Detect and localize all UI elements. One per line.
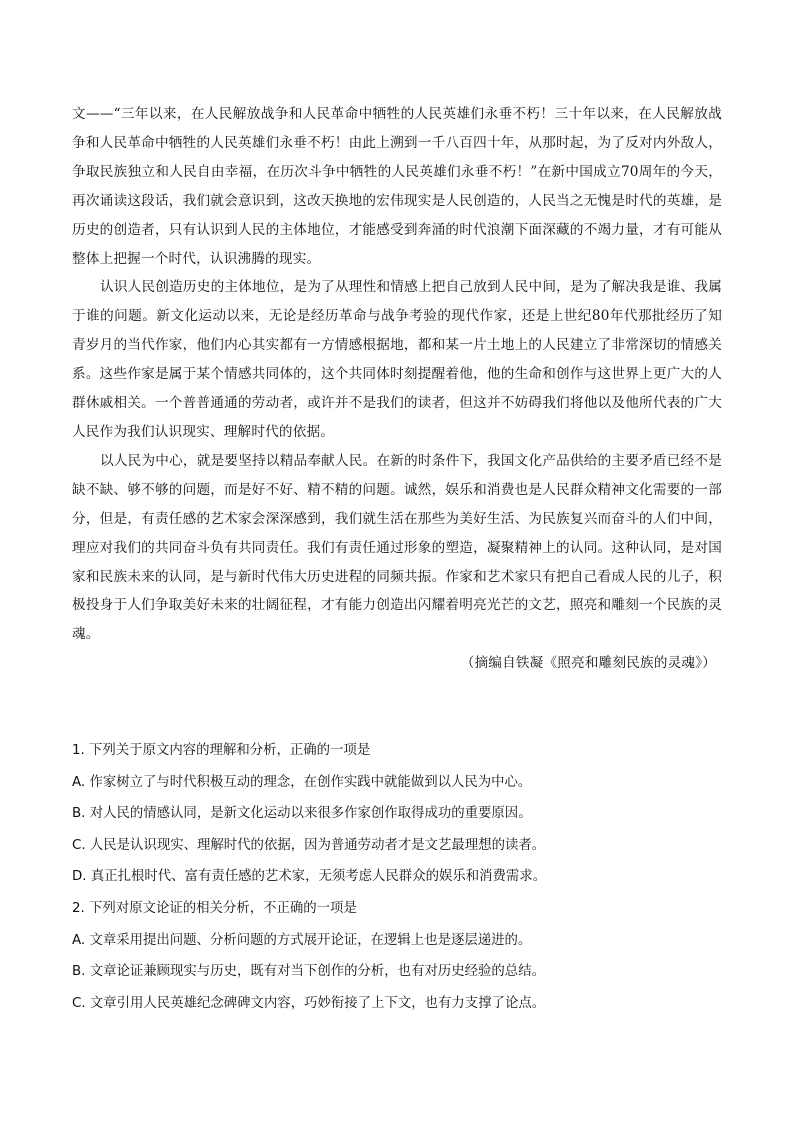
question-stem: 2. 下列对原文论证的相关分析，不正确的一项是 bbox=[72, 900, 357, 916]
passage-source: （摘编自铁凝《照亮和雕刻民族的灵魂》） bbox=[460, 655, 716, 672]
option-b: B. 文章论证兼顾现实与历史，既有对当下创作的分析，也有对历史经验的总结。 bbox=[72, 964, 545, 980]
question-stem: 1. 下列关于原文内容的理解和分析，正确的一项是 bbox=[72, 743, 371, 758]
option-c: C. 文章引用人民英雄纪念碑碑文内容，巧妙衔接了上下文，也有力支撑了论点。 bbox=[72, 995, 546, 1011]
option-c: C. 人民是认识现实、理解时代的依据，因为普通劳动者才是文艺最理想的读者。 bbox=[72, 837, 546, 853]
passage-paragraph-3: 以人民为中心，就是要坚持以精品奉献人民。在新的时条件下，我国文化产品供给的主要矛盾已经不是缺不缺、够不够的问题，而是好不好、精不精的问题。诚然，娱乐和消费也是人民群众精神文化需要的一部分，但是，有责任感的艺术家会深深感到，我们就生活在那些为美好生活、为民族复兴而奋斗的人们中间，理应对我们的共同奋斗负有共同责任。我们有责任通过形象的塑造，凝聚精神上的认同。这种认同，是对国家和民族未来的认同，是与新时代伟大历史进程的同频共振。作家和艺术家只有把自己看成人民的儿子，积极投身于人们争取美好未来的壮阔征程，才有能力创造出闪耀着明亮光芒的文艺，照亮和雕刻一个民族的灵魂。 bbox=[72, 452, 722, 643]
option-a: A. 作家树立了与时代积极互动的理念，在创作实践中就能做到以人民为中心。 bbox=[72, 774, 532, 790]
question-2 bbox=[72, 893, 732, 1019]
option-d: D. 真正扎根时代、富有责任感的艺术家，无须考虑人民群众的娱乐和消费需求。 bbox=[72, 869, 547, 885]
passage-paragraph-1: 文——“三年以来，在人民解放战争和人民革命中牺牲的人民英雄们永垂不朽！三十年以来，在人民解放战争和人民革命中牺牲的人民英雄们永垂不朽！由此上溯到一千八百四十年，从那时起，为了反对内外敌人，争取民族独立和人民自由幸福，在历次斗争中牺牲的人民英雄们永垂不朽！”在新中国成立70周年的今天，再次诵读这段话，我们就会意识到，这改天换地的宏伟现实是人民创造的，人民当之无愧是时代的英雄，是历史的创造者，只有认识到人民的主体地位，才能感受到奔涌的时代浪潮下面深藏的不竭力量，才有可能从整体上把握一个时代，认识沸腾的现实。 bbox=[72, 106, 722, 267]
passage-paragraph-2: 认识人民创造历史的主体地位，是为了从理性和情感上把自己放到人民中间，是为了解决我是谁、我属于谁的问题。新文化运动以来，无论是经历革命与战争考验的现代作家，还是上世纪80年代那批经历了知青岁月的当代作家，他们内心其实都有一方情感根据地，都和某一片土地上的人民建立了非常深切的情感关系。这些作家是属于某个情感共同体的，这个共同体时刻提醒着他，他的生命和创作与这世界上更广大的人群休戚相关。一个普普通通的劳动者，或许并不是我们的读者，但这并不妨碍我们将他以及他所代表的广大人民作为我们认识现实、理解时代的依据。 bbox=[72, 279, 722, 440]
question-list bbox=[72, 735, 732, 1019]
option-b: B. 对人民的情感认同，是新文化运动以来很多作家创作取得成功的重要原因。 bbox=[72, 806, 532, 822]
reading-passage bbox=[72, 100, 722, 678]
option-a: A. 文章采用提出问题、分析问题的方式展开论证，在逻辑上也是逐层递进的。 bbox=[72, 932, 532, 948]
question-1 bbox=[72, 735, 732, 893]
